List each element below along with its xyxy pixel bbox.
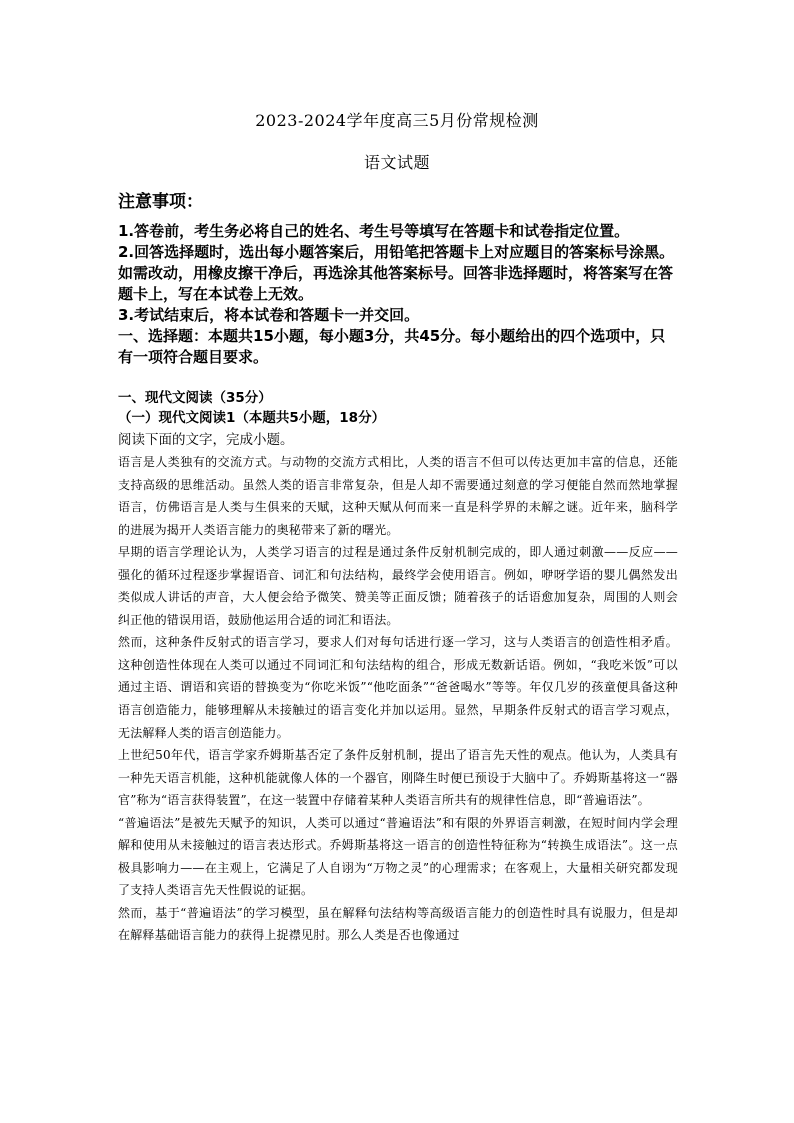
passage-paragraph: 然而，基于“普遍语法”的学习模型，虽在解释句法结构等高级语言能力的创造性时具有说服力，但是却在解释基础语言能力的获得上捉襟见肘。那么人类是否也像通过 [118, 905, 678, 943]
exam-title: 2023-2024学年度高三5月份常规检测 [255, 111, 539, 130]
subject-title: 语文试题 [363, 153, 430, 172]
notice-heading: 注意事项： [118, 192, 203, 212]
notice-item: 3.考试结束后，将本试卷和答题卡一并交回。 [118, 306, 420, 324]
passage-paragraph: 早期的语言学理论认为，人类学习语言的过程是通过条件反射机制完成的，即人通过刺激——反应——强化的循环过程逐步掌握语音、词汇和句法结构，最终学会使用语言。例如，咿呀学语的婴儿偶然发出类似成人讲话的声音，大人便会给予微笑、赞美等正面反馈；随着孩子的话语愈加复杂，周围的人则会纠正他的错误用语，鼓励他运用合适的词汇和语法。 [118, 545, 678, 627]
notice-item: 1.答卷前，考生务必将自己的姓名、考生号等填写在答题卡和试卷指定位置。 [118, 222, 630, 240]
reading-instruction: 阅读下面的文字，完成小题。 [118, 432, 294, 448]
passage-paragraph: “普遍语法”是被先天赋予的知识，人类可以通过“普遍语法”和有限的外界语言刺激，在短时间内学会理解和使用从未接触过的语言表达形式。乔姆斯基将这一语言的创造性特征称为“转换生成语法”。这一点极具影响力——在主观上，它满足了人自诩为“万物之灵”的心理需求；在客观上，大量相关研究都发现了支持人类语言先天性假说的证据。 [118, 815, 678, 898]
passage-paragraph: 语言是人类独有的交流方式。与动物的交流方式相比，人类的语言不但可以传达更加丰富的信息，还能支持高级的思维活动。虽然人类的语言非常复杂，但是人却不需要通过刻意的学习便能自然而然地掌握语言，仿佛语言是人类与生俱来的天赋，这种天赋从何而来一直是科学界的未解之谜。近年来，脑科学的进展为揭开人类语言能力的奥秘带来了新的曙光。 [118, 455, 678, 537]
notice-item: 2.回答选择题时，选出每小题答案后，用铅笔把答题卡上对应题目的答案标号涂黑。如需改动，用橡皮擦干净后，再选涂其他答案标号。回答非选择题时，将答案写在答题卡上，写在本试卷上无效。 [118, 243, 675, 303]
passage-paragraph: 然而，这种条件反射式的语言学习，要求人们对每句话进行逐一学习，这与人类语言的创造性相矛盾。这种创造性体现在人类可以通过不同词汇和句法结构的组合，形成无数新话语。例如，“我吃米饭”可以通过主语、谓语和宾语的替换变为“你吃米饭”“他吃面条”“爸爸喝水”等等。年仅几岁的孩童便具备这种语言创造能力，能够理解从未接触过的语言变化并加以运用。显然，早期条件反射式的语言学习观点，无法解释人类的语言创造能力。 [118, 635, 678, 740]
reading-passage [118, 451, 678, 947]
part-heading: 一、现代文阅读（35分） [118, 390, 272, 406]
notice-list [118, 221, 678, 368]
subpart-heading: （一）现代文阅读1（本题共5小题，18分） [118, 410, 386, 426]
passage-paragraph: 上世纪50年代，语言学家乔姆斯基否定了条件反射机制，提出了语言先天性的观点。他认为，人类具有一种先天语言机能，这种机能就像人体的一个器官，刚降生时便已预设于大脑中了。乔姆斯基将这一“器官”称为“语言获得装置”，在这一装置中存储着某种人类语言所共有的规律性信息，即“普遍语法”。 [118, 748, 678, 808]
section-instruction: 一、选择题：本题共15小题，每小题3分，共45分。每小题给出的四个选项中，只有一项符合题目要求。 [118, 327, 666, 366]
section-headings [118, 388, 678, 428]
